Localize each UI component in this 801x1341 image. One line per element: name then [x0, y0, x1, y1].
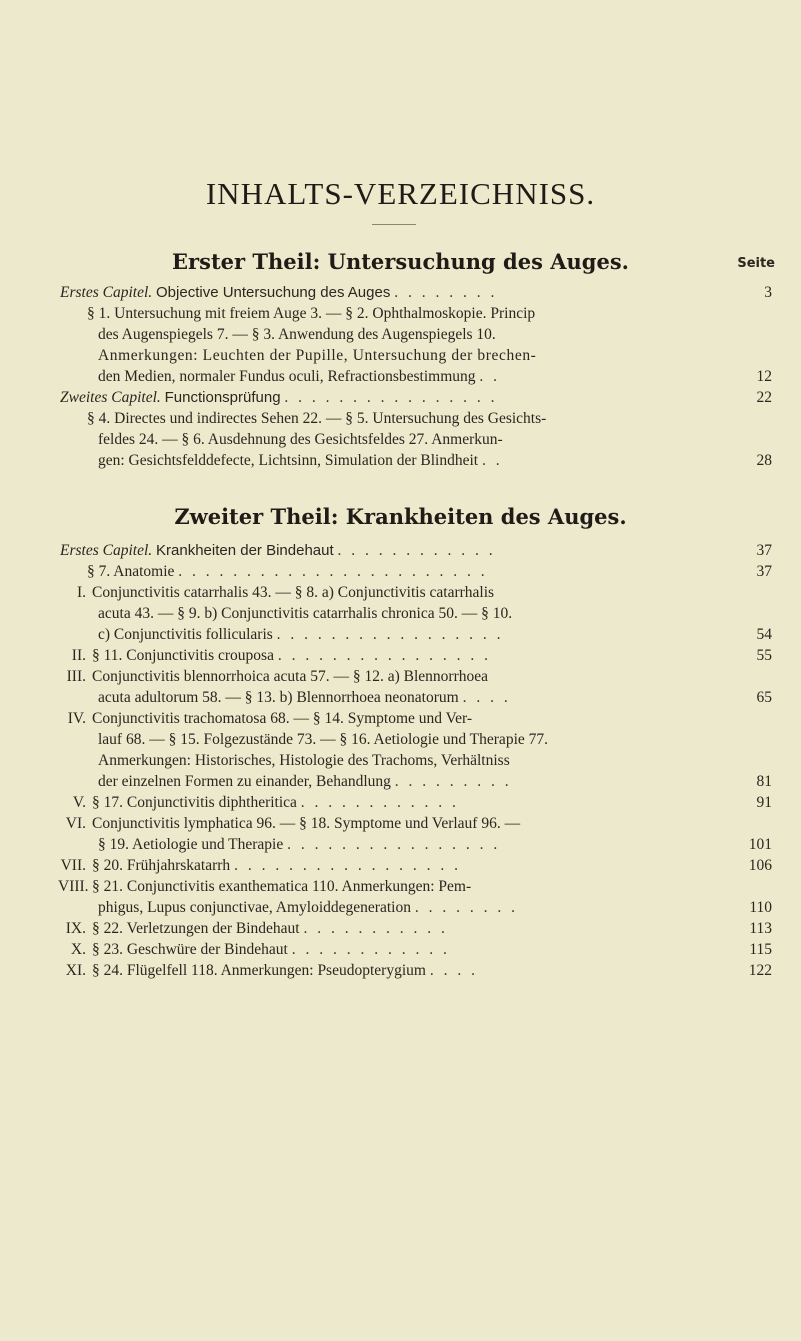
toc-text: gen: Gesichtsfelddefecte, Lichtsinn, Simulation der Blindheit — [98, 452, 479, 469]
chapter-title: Objective Untersuchung des Auges — [156, 284, 391, 301]
toc-text: Conjunctivitis blennorrhoica acuta 57. — § 12. a) Blennorrhoea — [92, 668, 489, 685]
toc-text: feldes 24. — § 6. Ausdehnung des Gesichtsfeldes 27. Anmerkun- — [98, 431, 503, 448]
chapter-label: Erstes Capitel. — [60, 542, 153, 559]
toc-entry — [58, 961, 772, 981]
leader-dots: . . . . . . . . . . . . — [300, 794, 459, 811]
toc-text: Anmerkungen: Historisches, Histologie des Trachoms, Verhältniss — [98, 752, 510, 769]
toc-entry — [98, 367, 772, 387]
page-number: 22 — [751, 388, 773, 408]
leader-dots: . . . . . . . . — [394, 284, 498, 301]
toc-text: § 24. Flügelfell 118. Anmerkungen: Pseudopterygium — [92, 962, 426, 979]
page-number: 54 — [751, 625, 773, 645]
page-number: 115 — [743, 940, 772, 960]
toc-line — [98, 604, 772, 624]
toc-text: Conjunctivitis catarrhalis 43. — § 8. a) Conjunctivitis catarrhalis — [92, 584, 495, 601]
page-number: 110 — [743, 898, 772, 918]
toc-text: Conjunctivitis lymphatica 96. — § 18. Symptome und Verlauf 96. — — [92, 815, 521, 832]
section-numeral: IV. — [67, 710, 86, 727]
page-number: 28 — [751, 451, 773, 471]
toc-entry — [60, 541, 772, 561]
toc-line — [87, 304, 772, 324]
toc-line — [58, 814, 772, 834]
page-number: 91 — [751, 793, 773, 813]
toc-entry — [60, 283, 772, 303]
toc-entry — [58, 940, 772, 960]
toc-entry — [58, 919, 772, 939]
toc-entry — [98, 898, 772, 918]
toc-text: acuta 43. — § 9. b) Conjunctivitis catarrhalis chronica 50. — § 10. — [98, 605, 513, 622]
leader-dots: . . . . . . . . . . . — [303, 920, 448, 937]
toc-line — [58, 583, 772, 603]
toc-entry — [58, 793, 772, 813]
toc-text: § 1. Untersuchung mit freiem Auge 3. — § 2. Ophthalmoskopie. Princip — [87, 305, 536, 322]
toc-text: des Augenspiegels 7. — § 3. Anwendung des Augenspiegels 10. — [98, 326, 496, 343]
chapter-label: Erstes Capitel. — [60, 284, 153, 301]
toc-entry — [87, 562, 772, 582]
toc-entry — [58, 856, 772, 876]
section-numeral: V. — [72, 794, 86, 811]
toc-entry — [98, 835, 772, 855]
toc-entry — [98, 688, 772, 708]
leader-dots: . . . . . . . . . . . . . . . . — [287, 836, 501, 853]
section-numeral: I. — [76, 584, 86, 601]
toc-text: c) Conjunctivitis follicularis — [98, 626, 273, 643]
page-number: 122 — [743, 961, 772, 981]
page-number: 101 — [743, 835, 772, 855]
seite-label: Seite — [737, 256, 775, 271]
leader-dots: . . . . . . . . . . . . . . . . . — [234, 857, 461, 874]
toc-text: lauf 68. — § 15. Folgezustände 73. — § 16. Aetiologie und Therapie 77. — [98, 731, 548, 748]
page-number: 37 — [751, 541, 773, 561]
leader-dots: . . — [481, 452, 503, 469]
toc-text: den Medien, normaler Fundus oculi, Refractionsbestimmung — [98, 368, 476, 385]
toc-text: § 21. Conjunctivitis exanthematica 110. Anmerkungen: Pem- — [92, 878, 472, 895]
section-numeral: XI. — [65, 962, 86, 979]
section-numeral: VIII. — [58, 878, 89, 895]
leader-dots: . . — [479, 368, 501, 385]
toc-text: § 19. Aetiologie und Therapie — [98, 836, 284, 853]
chapter-label: Zweites Capitel. — [60, 389, 161, 406]
page-number: 113 — [743, 919, 772, 939]
toc-line — [98, 430, 772, 450]
page-number: 65 — [751, 688, 773, 708]
part1-heading: Erster Theil: Untersuchung des Auges. — [172, 249, 629, 274]
title-rule — [372, 224, 416, 225]
leader-dots: . . . . . . . . . . . . . . . . . — [276, 626, 504, 643]
toc-text: acuta adultorum 58. — § 13. b) Blennorrhoea neonatorum — [98, 689, 459, 706]
leader-dots: . . . . . . . . — [414, 899, 518, 916]
toc-text: § 7. Anatomie — [87, 563, 175, 580]
part2-heading: Zweiter Theil: Krankheiten des Auges. — [174, 504, 627, 529]
toc-entry — [98, 451, 772, 471]
leader-dots: . . . . . . . . . . . . — [337, 542, 496, 559]
toc-entry — [98, 625, 772, 645]
leader-dots: . . . . — [462, 689, 511, 706]
page-number: 55 — [751, 646, 773, 666]
leader-dots: . . . . . . . . . . . . . . . . — [277, 647, 491, 664]
chapter-title: Krankheiten der Bindehaut — [156, 542, 334, 559]
leader-dots: . . . . — [429, 962, 478, 979]
toc-line — [98, 751, 772, 771]
section-numeral: VII. — [60, 857, 86, 874]
toc-text: Conjunctivitis trachomatosa 68. — § 14. Symptome und Ver- — [92, 710, 472, 727]
toc-text: § 20. Frühjahrskatarrh — [92, 857, 231, 874]
toc-text: der einzelnen Formen zu einander, Behandlung — [98, 773, 391, 790]
toc-text: § 11. Conjunctivitis crouposa — [92, 647, 274, 664]
toc-line — [98, 346, 772, 366]
toc-text: § 22. Verletzungen der Bindehaut — [92, 920, 300, 937]
toc-text: § 23. Geschwüre der Bindehaut — [92, 941, 288, 958]
toc-line — [98, 325, 772, 345]
toc-line — [87, 409, 772, 429]
toc-line — [58, 667, 772, 687]
section-numeral: X. — [70, 941, 86, 958]
toc-line — [58, 709, 772, 729]
section-numeral: IX. — [65, 920, 86, 937]
chapter-title: Functionsprüfung — [164, 389, 281, 406]
page-number: 37 — [751, 562, 773, 582]
toc-text: § 17. Conjunctivitis diphtheritica — [92, 794, 297, 811]
section-numeral: II. — [71, 647, 86, 664]
leader-dots: . . . . . . . . . . . . — [291, 941, 450, 958]
toc-text: phigus, Lupus conjunctivae, Amyloiddegeneration — [98, 899, 411, 916]
leader-dots: . . . . . . . . . . . . . . . . . . . . . . . — [178, 563, 488, 580]
toc-text: § 4. Directes und indirectes Sehen 22. — § 5. Untersuchung des Gesichts- — [87, 410, 547, 427]
page-number: 12 — [751, 367, 773, 387]
page-number: 81 — [751, 772, 773, 792]
leader-dots: . . . . . . . . . — [394, 773, 512, 790]
toc-text: Anmerkungen: Leuchten der Pupille, Untersuchung der brechen- — [98, 347, 537, 364]
toc-entry — [98, 772, 772, 792]
page-title: INHALTS-VERZEICHNISS. — [205, 176, 596, 211]
section-numeral: VI. — [65, 815, 86, 832]
leader-dots: . . . . . . . . . . . . . . . . — [284, 389, 498, 406]
page-number: 106 — [743, 856, 772, 876]
section-numeral: III. — [66, 668, 86, 685]
toc-line — [58, 877, 772, 897]
toc-entry — [60, 388, 772, 408]
toc-entry — [58, 646, 772, 666]
page-number: 3 — [758, 283, 772, 303]
toc-line — [98, 730, 772, 750]
